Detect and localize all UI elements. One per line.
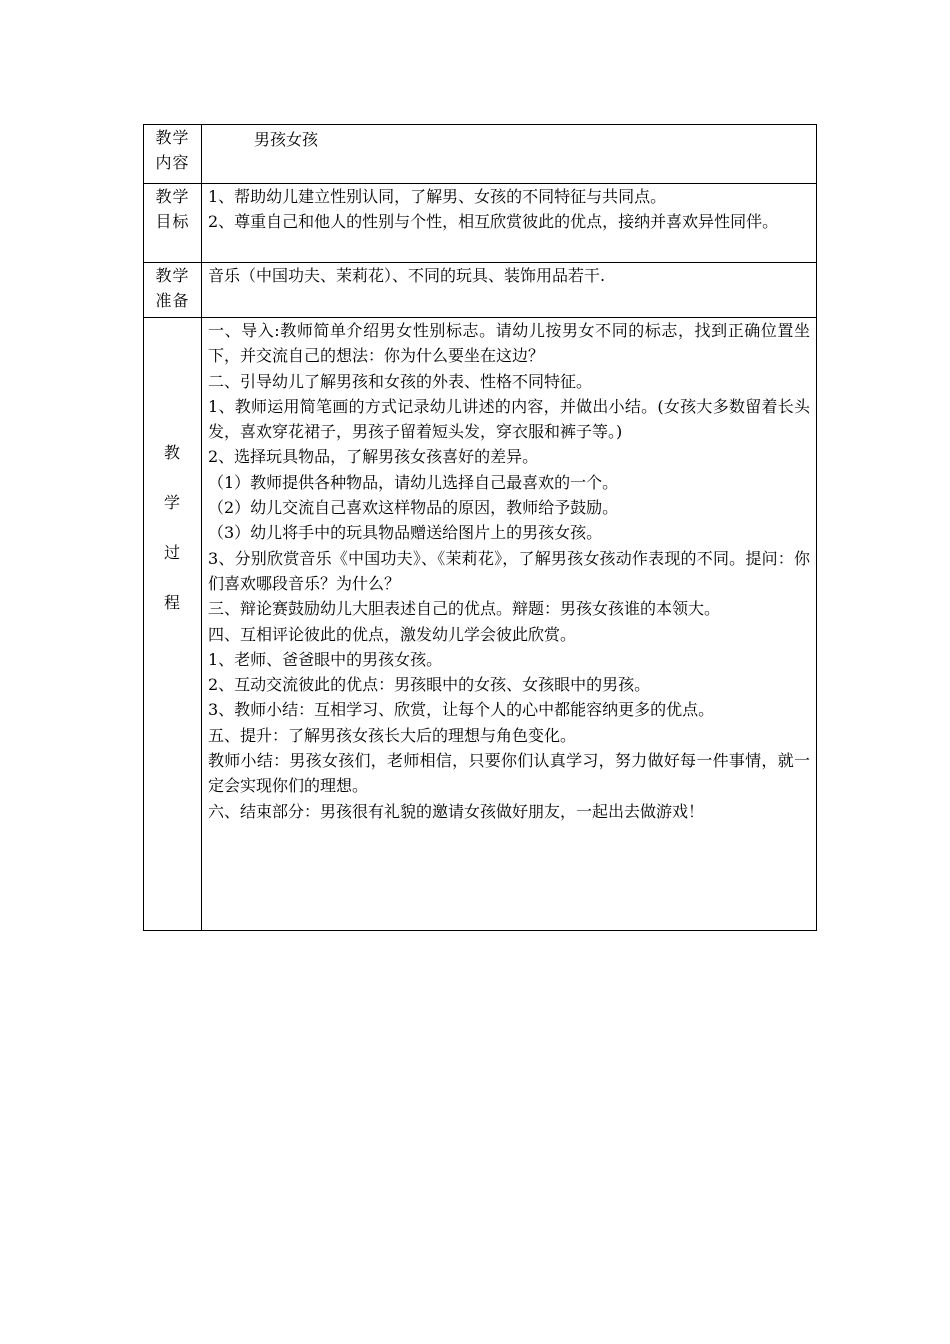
row-label-line: 准备 — [155, 291, 190, 311]
row-label-line: 学 — [163, 493, 181, 512]
table-row-teaching-process — [144, 318, 817, 931]
process-step: 二、引导幼儿了解男孩和女孩的外表、性格不同特征。 — [208, 371, 593, 391]
lesson-title: 男孩女孩 — [254, 130, 319, 149]
row-label-line: 内容 — [155, 153, 190, 173]
process-step: 1、教师运用简笔画的方式记录幼儿讲述的内容，并做出小结。(女孩大多数留着长头发，喜欢穿花裙子，男孩子留着短头发，穿衣服和裤子等。) — [208, 396, 810, 442]
process-step: 3、分别欣赏音乐《中国功夫》、《茉莉花》，了解男孩女孩动作表现的不同。提问：你们喜欢哪段音乐？为什么？ — [208, 548, 810, 593]
row-label-teaching-content — [144, 125, 202, 184]
row-label-line: 教学 — [155, 266, 190, 285]
row-label-line: 过 — [163, 543, 181, 562]
table-row-teaching-content — [144, 125, 817, 184]
process-step: 1、老师、爸爸眼中的男孩女孩。 — [208, 649, 443, 669]
row-label-line: 教学 — [155, 187, 190, 206]
row-label-line: 程 — [163, 593, 181, 612]
lesson-plan-table — [143, 124, 817, 931]
process-step: 2、选择玩具物品，了解男孩女孩喜好的差异。 — [208, 447, 539, 467]
row-label-line: 目标 — [155, 212, 190, 232]
goal-item: 1、帮助幼儿建立性别认同，了解男、女孩的不同特征与共同点。 — [208, 187, 667, 206]
process-step: 六、结束部分：男孩很有礼貌的邀请女孩做好朋友，一起出去做游戏！ — [208, 801, 705, 821]
process-substep: （1）教师提供各种物品，请幼儿选择自己最喜欢的一个。 — [208, 472, 619, 492]
process-substep: （3）幼儿将手中的玩具物品赠送给图片上的男孩女孩。 — [208, 523, 603, 543]
row-content-teaching-preparation — [202, 263, 817, 318]
row-label-teaching-preparation — [144, 263, 202, 318]
process-step: 三、辩论赛鼓励幼儿大胆表述自己的优点。辩题：男孩女孩谁的本领大。 — [208, 599, 721, 619]
row-label-line: 教 — [163, 443, 181, 462]
process-step: 3、教师小结：互相学习、欣赏，让每个人的心中都能容纳更多的优点。 — [208, 700, 715, 720]
row-content-teaching-process — [202, 318, 817, 931]
row-content-teaching-goals — [202, 184, 817, 263]
process-step: 教师小结：男孩女孩们，老师相信，只要你们认真学习，努力做好每一件事情，就一定会实现你们的理想。 — [208, 751, 810, 796]
row-label-teaching-goals — [144, 184, 202, 263]
row-content-teaching-content — [202, 125, 817, 184]
goal-item: 2、尊重自己和他人的性别与个性，相互欣赏彼此的优点，接纳并喜欢异性同伴。 — [208, 212, 779, 232]
process-step: 四、互相评论彼此的优点，激发幼儿学会彼此欣赏。 — [208, 624, 577, 644]
row-label-line: 教学 — [155, 128, 190, 147]
table-row-teaching-preparation — [144, 263, 817, 318]
process-step: 五、提升：了解男孩女孩长大后的理想与角色变化。 — [208, 725, 577, 745]
table-row-teaching-goals — [144, 184, 817, 263]
process-step: 一、导入:教师简单介绍男女性别标志。请幼儿按男女不同的标志，找到正确位置坐下，并交流自己的想法：你为什么要坐在这边？ — [208, 321, 810, 366]
process-substep: （2）幼儿交流自己喜欢这样物品的原因，教师给予鼓励。 — [208, 498, 619, 518]
row-label-teaching-process — [144, 318, 202, 931]
process-step: 2、互动交流彼此的优点：男孩眼中的女孩、女孩眼中的男孩。 — [208, 675, 651, 695]
preparation-text: 音乐（中国功夫、茉莉花）、不同的玩具、装饰用品若干. — [208, 266, 606, 285]
